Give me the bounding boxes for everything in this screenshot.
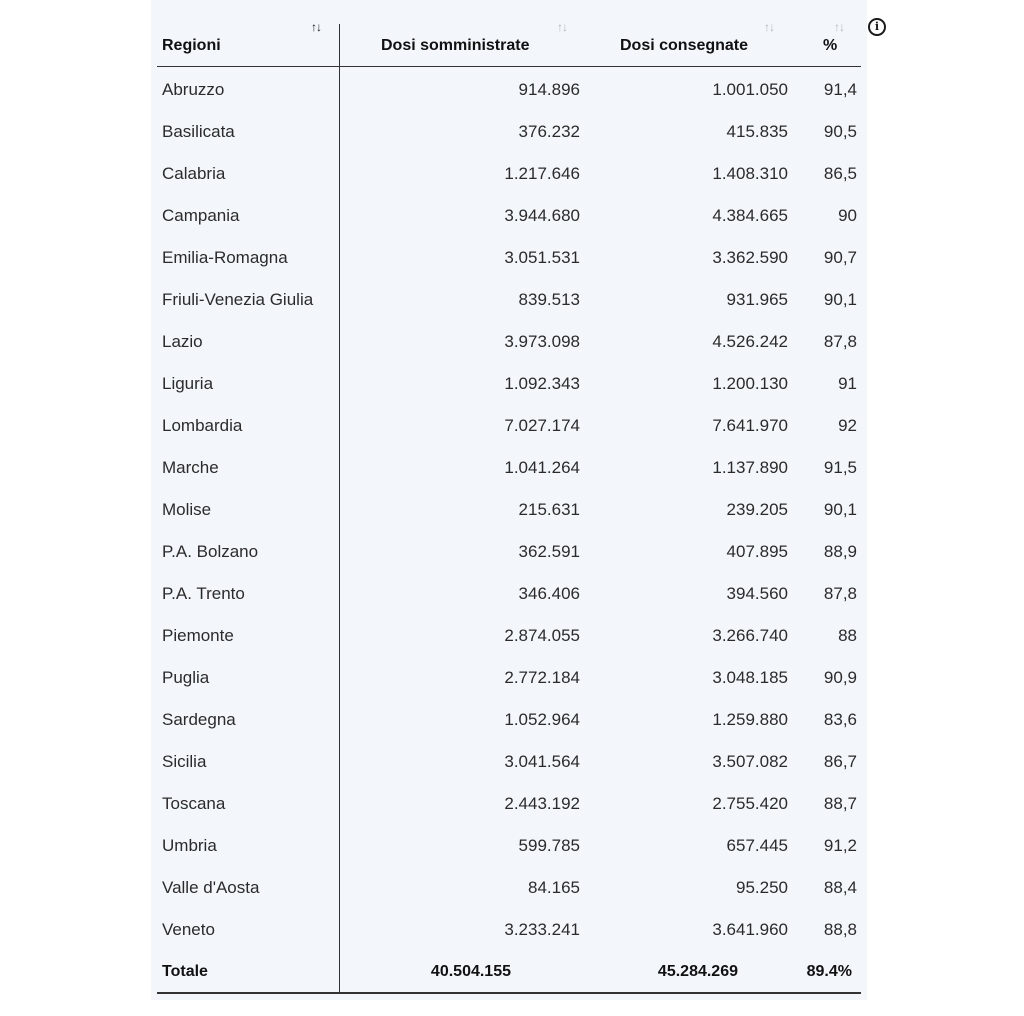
cell-administered: 3.973.098 [504, 332, 580, 351]
cell-region: Basilicata [162, 122, 235, 141]
cell-delivered: 1.001.050 [712, 80, 788, 99]
table-row [0, 741, 1024, 783]
cell-delivered: 7.641.970 [712, 416, 788, 435]
cell-delivered: 1.200.130 [712, 374, 788, 393]
cell-percent: 91,2 [823, 836, 857, 855]
cell-delivered: 3.507.082 [712, 752, 788, 771]
table-row [0, 153, 1024, 195]
cell-delivered: 95.250 [736, 878, 788, 897]
cell-delivered: 657.445 [726, 836, 788, 855]
cell-percent: 86,5 [823, 164, 857, 183]
cell-region: P.A. Bolzano [162, 542, 259, 561]
cell-region: Valle d'Aosta [162, 878, 260, 897]
cell-delivered: 1.408.310 [712, 164, 788, 183]
cell-delivered: 415.835 [726, 122, 788, 141]
cell-region: Puglia [162, 668, 210, 687]
cell-region: Emilia-Romagna [162, 248, 288, 267]
cell-region: Molise [162, 500, 212, 519]
cell-percent: 88,8 [823, 920, 857, 939]
cell-percent: 90 [838, 206, 857, 225]
cell-percent: 86,7 [823, 752, 857, 771]
table-row [0, 825, 1024, 867]
cell-administered: 7.027.174 [504, 416, 580, 435]
total-percent: 89.4% [806, 963, 852, 980]
cell-percent: 88 [838, 626, 857, 645]
cell-delivered: 4.526.242 [712, 332, 788, 351]
header-delivered[interactable]: Dosi consegnate [620, 37, 749, 54]
table-row [0, 909, 1024, 951]
table-row [0, 783, 1024, 825]
cell-percent: 90,9 [823, 668, 857, 687]
cell-administered: 3.233.241 [504, 920, 580, 939]
header-divider [157, 66, 861, 67]
cell-administered: 84.165 [528, 878, 580, 897]
cell-administered: 2.772.184 [504, 668, 580, 687]
total-administered: 40.504.155 [430, 963, 511, 980]
cell-administered: 1.092.343 [504, 374, 580, 393]
cell-administered: 3.041.564 [504, 752, 580, 771]
header-region[interactable]: Regioni [162, 37, 221, 54]
table-row [0, 195, 1024, 237]
cell-administered: 346.406 [518, 584, 580, 603]
cell-delivered: 394.560 [726, 584, 788, 603]
cell-region: Marche [162, 458, 219, 477]
cell-region: Piemonte [162, 626, 234, 645]
footer-divider [157, 992, 861, 994]
sort-percent-icon[interactable]: ↑↓ [834, 20, 844, 34]
table-row [0, 447, 1024, 489]
sort-administered-icon[interactable]: ↑↓ [557, 20, 567, 34]
cell-delivered: 3.362.590 [712, 248, 788, 267]
cell-administered: 1.041.264 [504, 458, 580, 477]
cell-delivered: 3.048.185 [712, 668, 788, 687]
cell-percent: 90,1 [823, 500, 857, 519]
cell-administered: 599.785 [518, 836, 580, 855]
cell-administered: 3.944.680 [504, 206, 580, 225]
cell-administered: 2.874.055 [504, 626, 580, 645]
table-row [0, 111, 1024, 153]
cell-administered: 3.051.531 [504, 248, 580, 267]
cell-percent: 87,8 [823, 584, 857, 603]
cell-percent: 90,1 [823, 290, 857, 309]
cell-percent: 88,7 [823, 794, 857, 813]
cell-administered: 376.232 [518, 122, 580, 141]
cell-administered: 2.443.192 [504, 794, 580, 813]
cell-region: Lazio [162, 332, 203, 351]
cell-delivered: 4.384.665 [712, 206, 788, 225]
table-row [0, 657, 1024, 699]
cell-delivered: 2.755.420 [712, 794, 788, 813]
cell-administered: 914.896 [518, 80, 580, 99]
total-delivered: 45.284.269 [657, 963, 738, 980]
cell-percent: 90,5 [823, 122, 857, 141]
table-row [0, 363, 1024, 405]
table-row [0, 489, 1024, 531]
table-row [0, 237, 1024, 279]
total-label: Totale [162, 963, 208, 980]
cell-region: Campania [162, 206, 240, 225]
cell-percent: 87,8 [823, 332, 857, 351]
total-row [0, 951, 1024, 993]
info-icon[interactable]: i [868, 18, 886, 36]
cell-percent: 91 [838, 374, 857, 393]
table-row [0, 69, 1024, 111]
cell-delivered: 239.205 [726, 500, 788, 519]
cell-percent: 91,4 [823, 80, 857, 99]
cell-region: Sardegna [162, 710, 236, 729]
cell-delivered: 1.137.890 [712, 458, 788, 477]
cell-administered: 362.591 [518, 542, 580, 561]
cell-percent: 91,5 [823, 458, 857, 477]
cell-region: Lombardia [162, 416, 243, 435]
sort-region-icon[interactable]: ↑↓ [311, 20, 321, 34]
sort-delivered-icon[interactable]: ↑↓ [764, 20, 774, 34]
cell-administered: 1.052.964 [504, 710, 580, 729]
cell-percent: 90,7 [823, 248, 857, 267]
cell-administered: 215.631 [518, 500, 580, 519]
cell-administered: 839.513 [518, 290, 580, 309]
cell-delivered: 3.266.740 [712, 626, 788, 645]
table-row [0, 321, 1024, 363]
cell-delivered: 407.895 [726, 542, 788, 561]
cell-delivered: 3.641.960 [712, 920, 788, 939]
cell-region: Calabria [162, 164, 226, 183]
cell-percent: 92 [838, 416, 857, 435]
header-administered[interactable]: Dosi somministrate [381, 37, 530, 54]
table-row [0, 405, 1024, 447]
cell-region: Abruzzo [162, 80, 225, 99]
cell-delivered: 1.259.880 [712, 710, 788, 729]
cell-region: P.A. Trento [162, 584, 245, 603]
cell-region: Friuli-Venezia Giulia [162, 290, 314, 309]
header-percent[interactable]: % [823, 37, 838, 54]
cell-region: Liguria [162, 374, 214, 393]
table-row [0, 699, 1024, 741]
table-row [0, 279, 1024, 321]
cell-percent: 83,6 [823, 710, 857, 729]
table-row [0, 573, 1024, 615]
cell-region: Sicilia [162, 752, 207, 771]
cell-region: Umbria [162, 836, 217, 855]
table-row [0, 531, 1024, 573]
cell-region: Toscana [162, 794, 226, 813]
cell-administered: 1.217.646 [504, 164, 580, 183]
cell-percent: 88,4 [823, 878, 857, 897]
cell-delivered: 931.965 [726, 290, 788, 309]
cell-region: Veneto [162, 920, 215, 939]
table-row [0, 867, 1024, 909]
cell-percent: 88,9 [823, 542, 857, 561]
table-row [0, 615, 1024, 657]
